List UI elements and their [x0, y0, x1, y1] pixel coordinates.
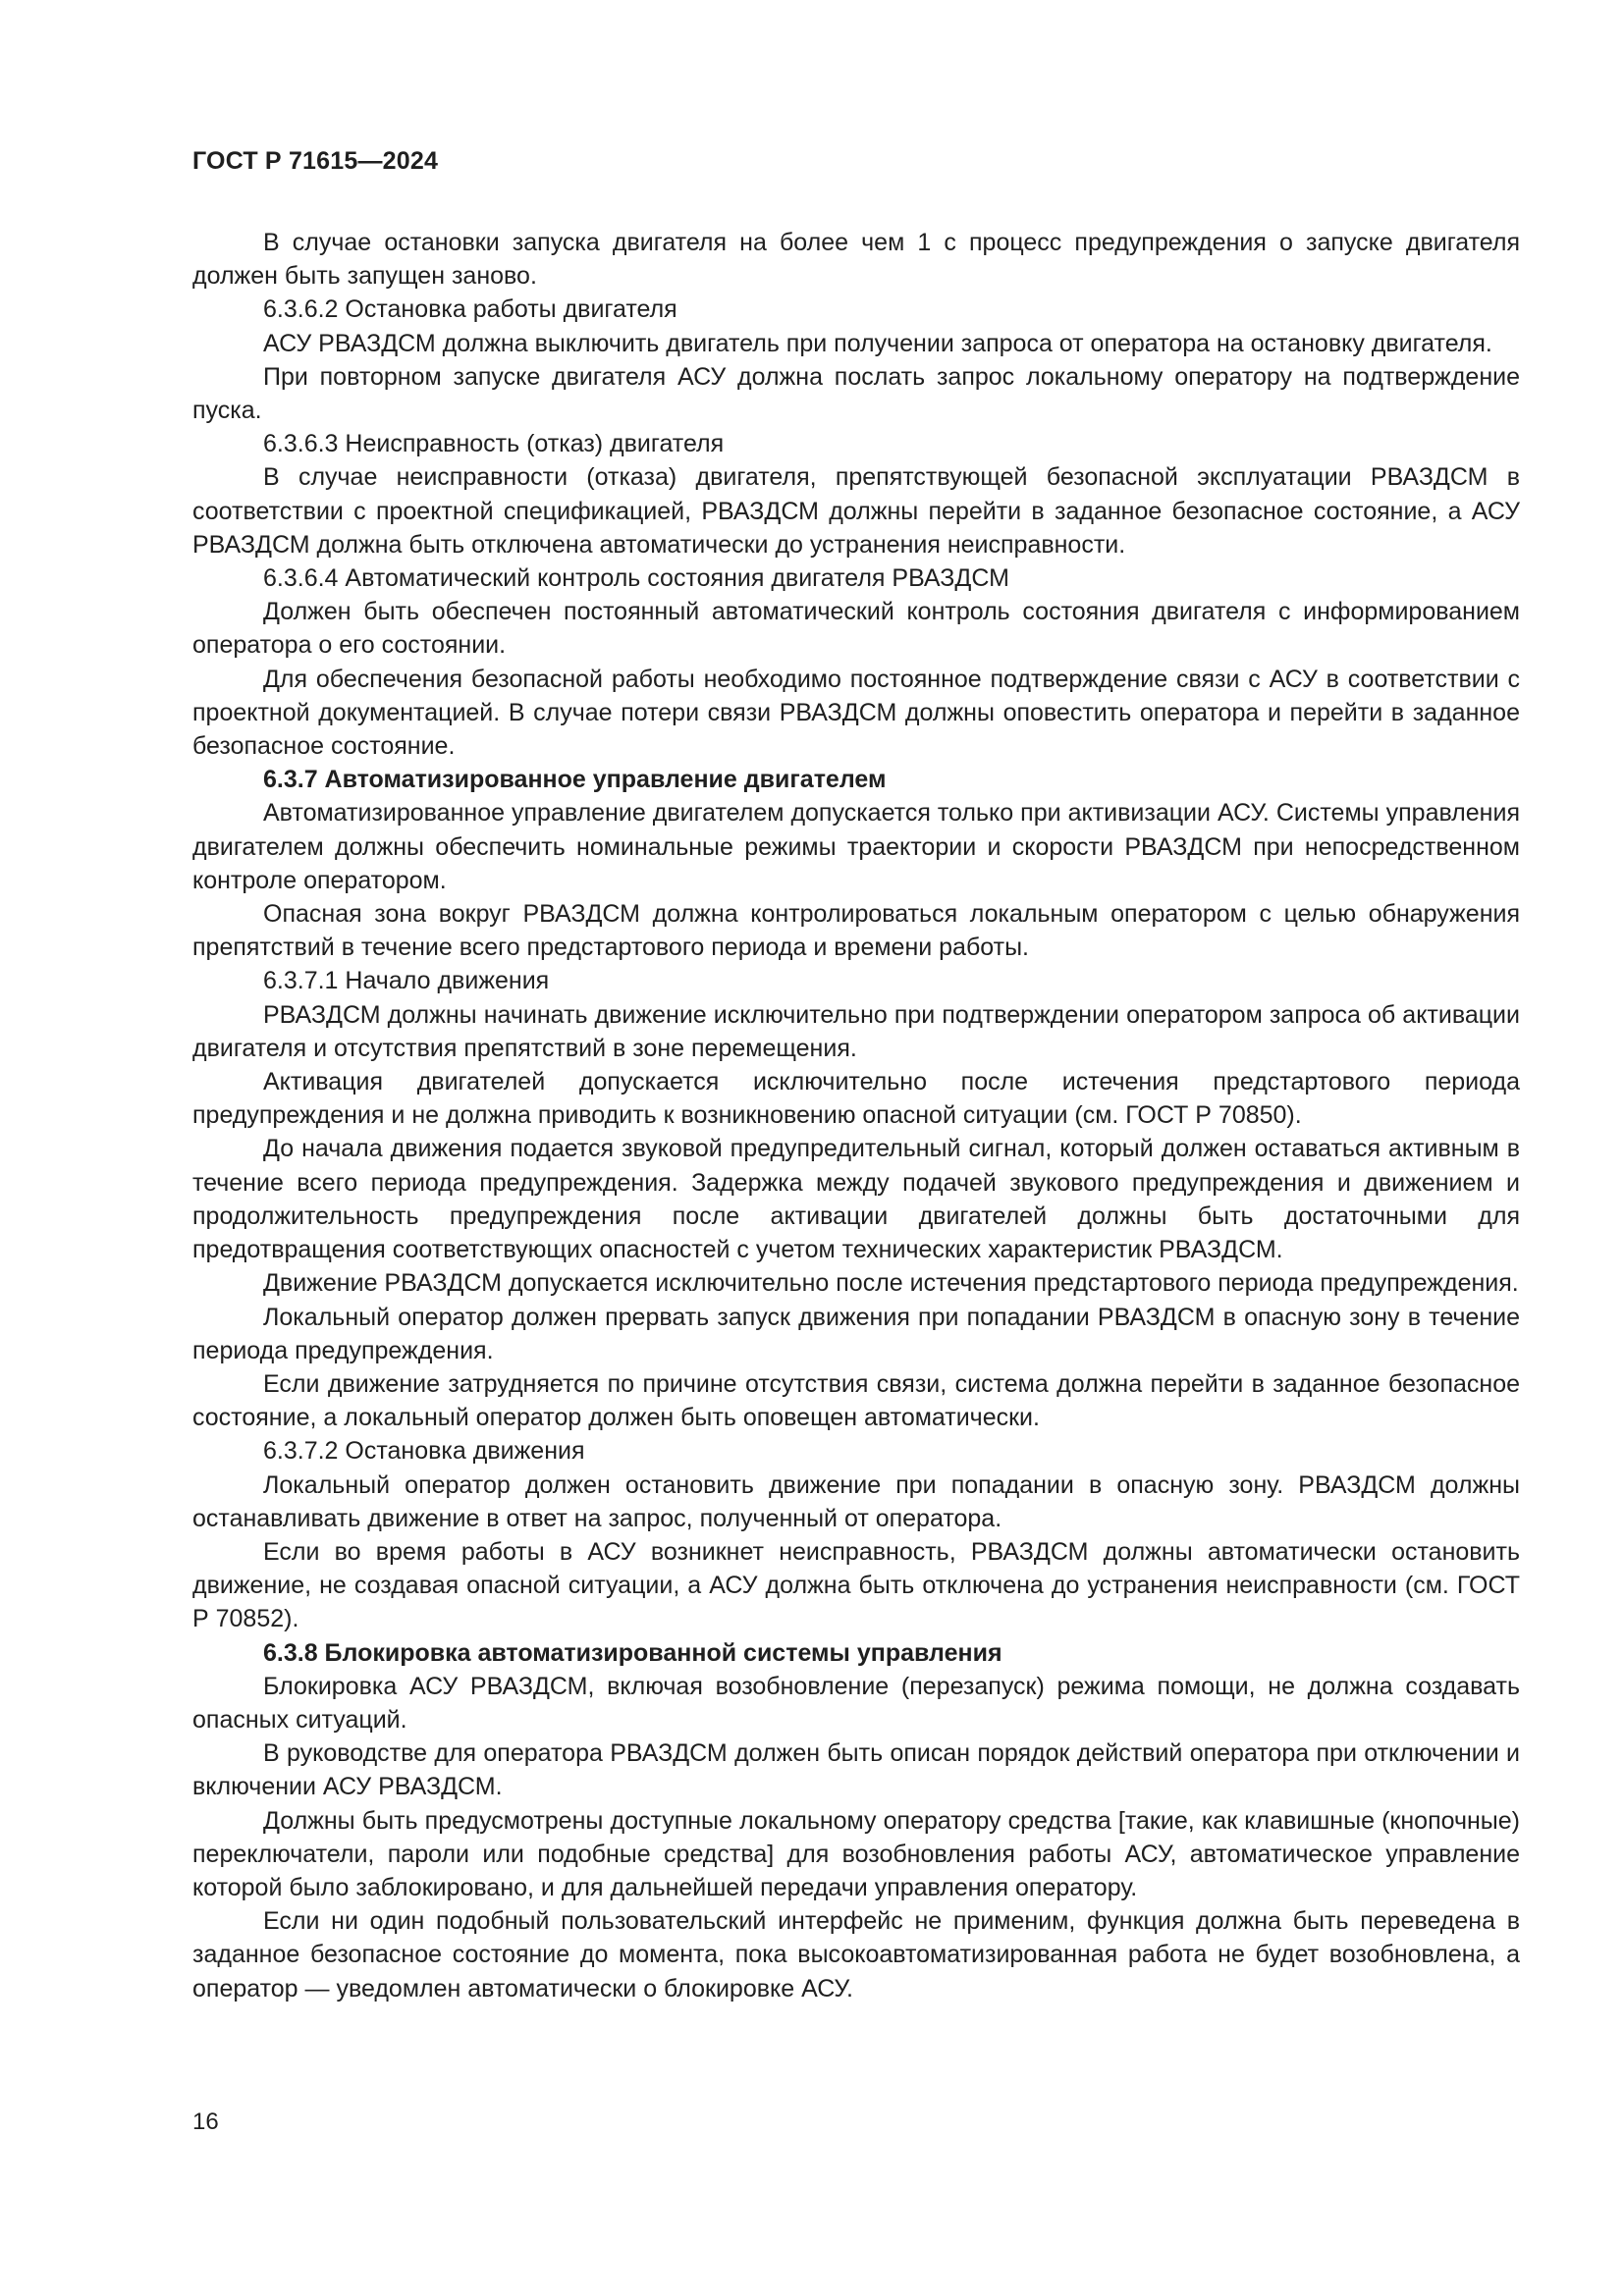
subsection-title: 6.3.7.2 Остановка движения: [263, 1437, 585, 1466]
section-heading: 6.3.8 Блокировка автоматизированной системы управления: [263, 1638, 1002, 1667]
paragraph: РВАЗДСМ должны начинать движение исключительно при подтверждении оператором запроса об активации двигателя и отсутствия препятствий в зоне перемещения.: [192, 1000, 1520, 1062]
section-heading: 6.3.7 Автоматизированное управление двигателем: [263, 766, 887, 794]
paragraph: Блокировка АСУ РВАЗДСМ, включая возобновление (перезапуск) режима помощи, не должна создавать опасных ситуаций.: [192, 1672, 1520, 1734]
paragraph: Должен быть обеспечен постоянный автоматический контроль состояния двигателя с информированием оператора о его состоянии.: [192, 598, 1520, 660]
paragraph: Локальный оператор должен прервать запуск движения при попадании РВАЗДСМ в опасную зону в течение периода предупреждения.: [192, 1303, 1520, 1364]
subsection-title: 6.3.6.2 Остановка работы двигателя: [263, 295, 677, 324]
paragraph: Локальный оператор должен остановить движение при попадании в опасную зону. РВАЗДСМ должны останавливать движение в ответ на запрос, полученный от оператора.: [192, 1470, 1520, 1532]
paragraph: В случае остановки запуска двигателя на более чем 1 с процесс предупреждения о запуске двигателя должен быть запущен заново.: [192, 229, 1520, 291]
paragraph: Активация двигателей допускается исключительно после истечения предстартового периода предупреждения и не должна приводить к возникновению опасной ситуации (см. ГОСТ Р 70850).: [192, 1068, 1520, 1130]
paragraph: В случае неисправности (отказа) двигателя, препятствующей безопасной эксплуатации РВАЗДСМ в соответствии с проектной спецификацией, РВАЗДСМ должны перейти в заданное безопасное состояние, а АСУ РВАЗДСМ должна быть отключена автоматически до устранения неисправности.: [192, 463, 1520, 559]
subsection-title: 6.3.6.4 Автоматический контроль состояния двигателя РВАЗДСМ: [263, 564, 1009, 593]
paragraph: Автоматизированное управление двигателем допускается только при активизации АСУ. Системы управления двигателем должны обеспечить номинальные режимы траектории и скорости РВАЗДСМ при непосредственном контроле оператором.: [192, 799, 1520, 894]
subsection-title: 6.3.6.3 Неисправность (отказ) двигателя: [263, 430, 725, 458]
paragraph: Если ни один подобный пользовательский интерфейс не применим, функция должна быть переведена в заданное безопасное состояние до момента, пока высокоавтоматизированная работа не будет возобновлена, а оператор — уведомлен автоматически о блокировке АСУ.: [192, 1907, 1520, 2002]
paragraph: Если движение затрудняется по причине отсутствия связи, система должна перейти в заданное безопасное состояние, а локальный оператор должен быть оповещен автоматически.: [192, 1369, 1520, 1432]
paragraph: Если во время работы в АСУ возникнет неисправность, РВАЗДСМ должны автоматически остановить движение, не создавая опасной ситуации, а АСУ должна быть отключена до устранения неисправности (см. ГОСТ Р 70852).: [192, 1537, 1520, 1633]
document-header: ГОСТ Р 71615—2024: [192, 147, 439, 175]
page-number: 16: [192, 2109, 219, 2135]
paragraph: Опасная зона вокруг РВАЗДСМ должна контролироваться локальным оператором с целью обнаружения препятствий в течение всего предстартового периода и времени работы.: [192, 900, 1520, 962]
subsection-title: 6.3.7.1 Начало движения: [263, 967, 550, 995]
paragraph: Для обеспечения безопасной работы необходимо постоянное подтверждение связи с АСУ в соответствии с проектной документацией. В случае потери связи РВАЗДСМ должны оповестить оператора и перейти в заданное безопасное состояние.: [192, 665, 1520, 761]
paragraph: При повторном запуске двигателя АСУ должна послать запрос локальному оператору на подтверждение пуска.: [192, 362, 1520, 425]
paragraph: В руководстве для оператора РВАЗДСМ должен быть описан порядок действий оператора при отключении и включении АСУ РВАЗДСМ.: [192, 1739, 1520, 1801]
paragraph: Движение РВАЗДСМ допускается исключительно после истечения предстартового периода предупреждения.: [263, 1269, 1519, 1298]
paragraph: Должны быть предусмотрены доступные локальному оператору средства [такие, как клавишные (кнопочные) переключатели, пароли или подобные средства] для возобновления работы АСУ, автоматическое управление которой было заблокировано, и для дальнейшей передачи управления оператору.: [192, 1806, 1520, 1901]
document-body: [192, 226, 1520, 2005]
paragraph: АСУ РВАЗДСМ должна выключить двигатель при получении запроса от оператора на остановку двигателя.: [263, 329, 1492, 357]
paragraph: До начала движения подается звуковой предупредительный сигнал, который должен оставаться активным в течение всего периода предупреждения. Задержка между подачей звукового предупреждения и движением и продолжительность предупреждения после активации двигателей должны быть достаточными для предотвращения соответствующих опасностей с учетом технических характеристик РВАЗДСМ.: [192, 1135, 1520, 1264]
